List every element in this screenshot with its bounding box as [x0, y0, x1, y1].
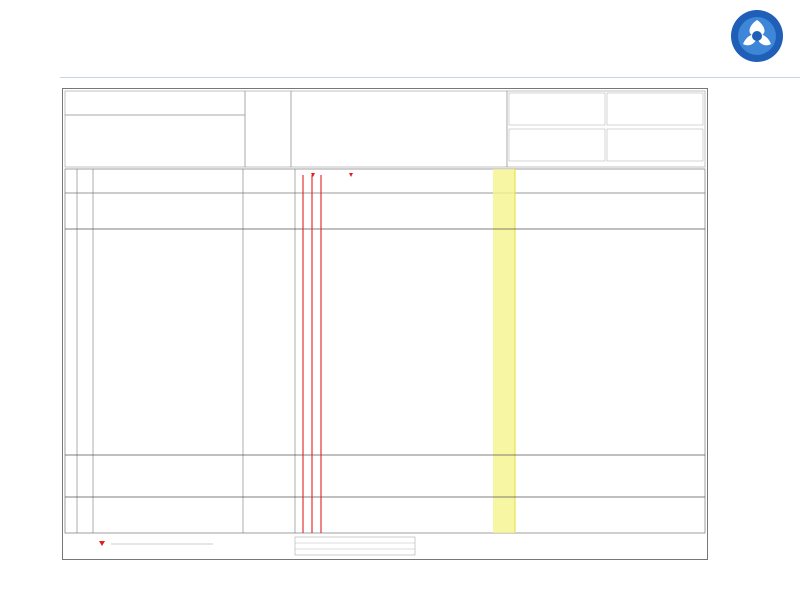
plan-grid [63, 89, 707, 559]
rosatom-logo-icon [724, 6, 790, 72]
title-divider [60, 77, 800, 78]
plan-sheet [62, 88, 708, 560]
